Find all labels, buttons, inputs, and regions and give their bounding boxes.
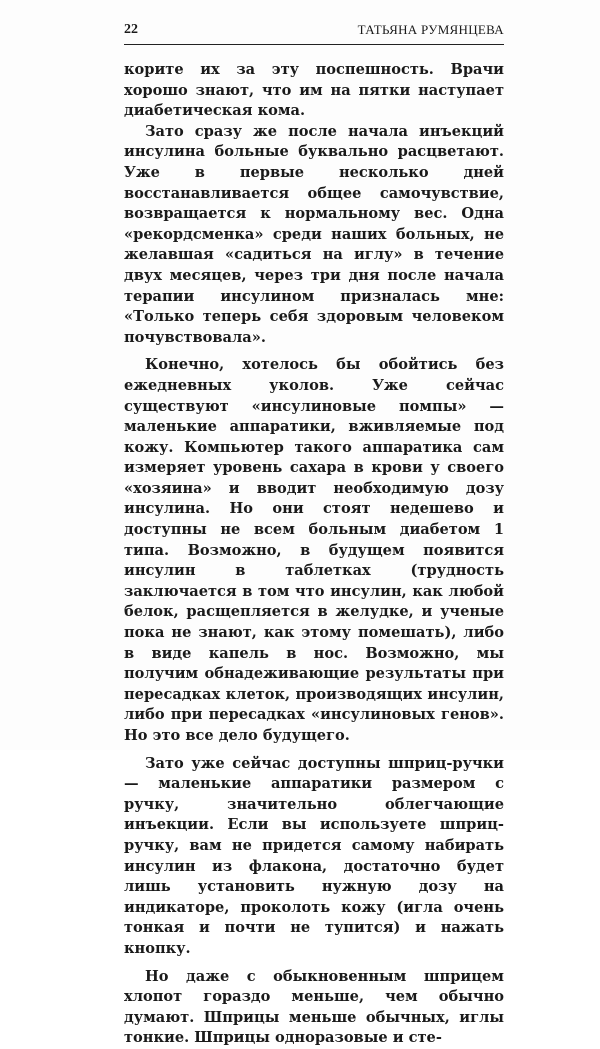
- paragraph: Но даже с обыкновенным шприцем хлопот гораздо меньше, чем обычно думают. Шприцы меньше обычных, иглы тонкие. Шприцы одноразовые и сте-: [124, 967, 504, 1047]
- running-head-author: ТАТЬЯНА РУМЯНЦЕВА: [357, 22, 504, 37]
- paragraph: Зато сразу же после начала инъекций инсулина больные буквально расцветают. Уже в первые несколько дней восстанавливается общее самочувствие, возвращается к нормальному вес. Одна «рекордсменка» среди наших больных, не желавшая «садиться на иглу» в течение двух месяцев, через три дня после начала терапии инсулином призналась мне: «Только теперь себя здоровым человеком почувствовала».: [124, 122, 504, 346]
- paragraph: Конечно, хотелось бы обойтись без ежедневных уколов. Уже сейчас существуют «инсулиновые помпы» — маленькие аппаратики, вживляемые под кожу. Компьютер такого аппаратика сам измеряет уровень сахара в крови у своего «хозяина» и вводит необходимую дозу инсулина. Но они стоят недешево и доступны не всем больным диабетом 1 типа. Возможно, в будущем появится инсулин в таблетках (трудность заключается в том что инсулин, как любой белок, расщепляется в желудке, и ученые пока не знают, как этому помешать), либо в виде капель в нос. Возможно, мы получим обнадеживающие результаты при пересадках клеток, производящих инсулин, либо при пересадках «инсулиновых генов». Но это все дело будущего.: [124, 356, 504, 744]
- page-number: 22: [124, 22, 138, 37]
- page-header: [124, 18, 504, 42]
- body-text: [124, 60, 504, 1049]
- header-rule: [124, 44, 504, 45]
- paragraph-continuation: корите их за эту поспешность. Врачи хорошо знают, что им на пятки наступает диабетическая кома.: [124, 61, 504, 120]
- paragraph: Зато уже сейчас доступны шприц-ручки — маленькие аппаратики размером с ручку, значительно облегчающие инъекции. Если вы используете шприц-ручку, вам не придется самому набирать инсулин из флакона, достаточно будет лишь установить нужную дозу на индикаторе, проколоть кожу (игла очень тонкая и почти не тупится) и нажать кнопку.: [124, 754, 504, 957]
